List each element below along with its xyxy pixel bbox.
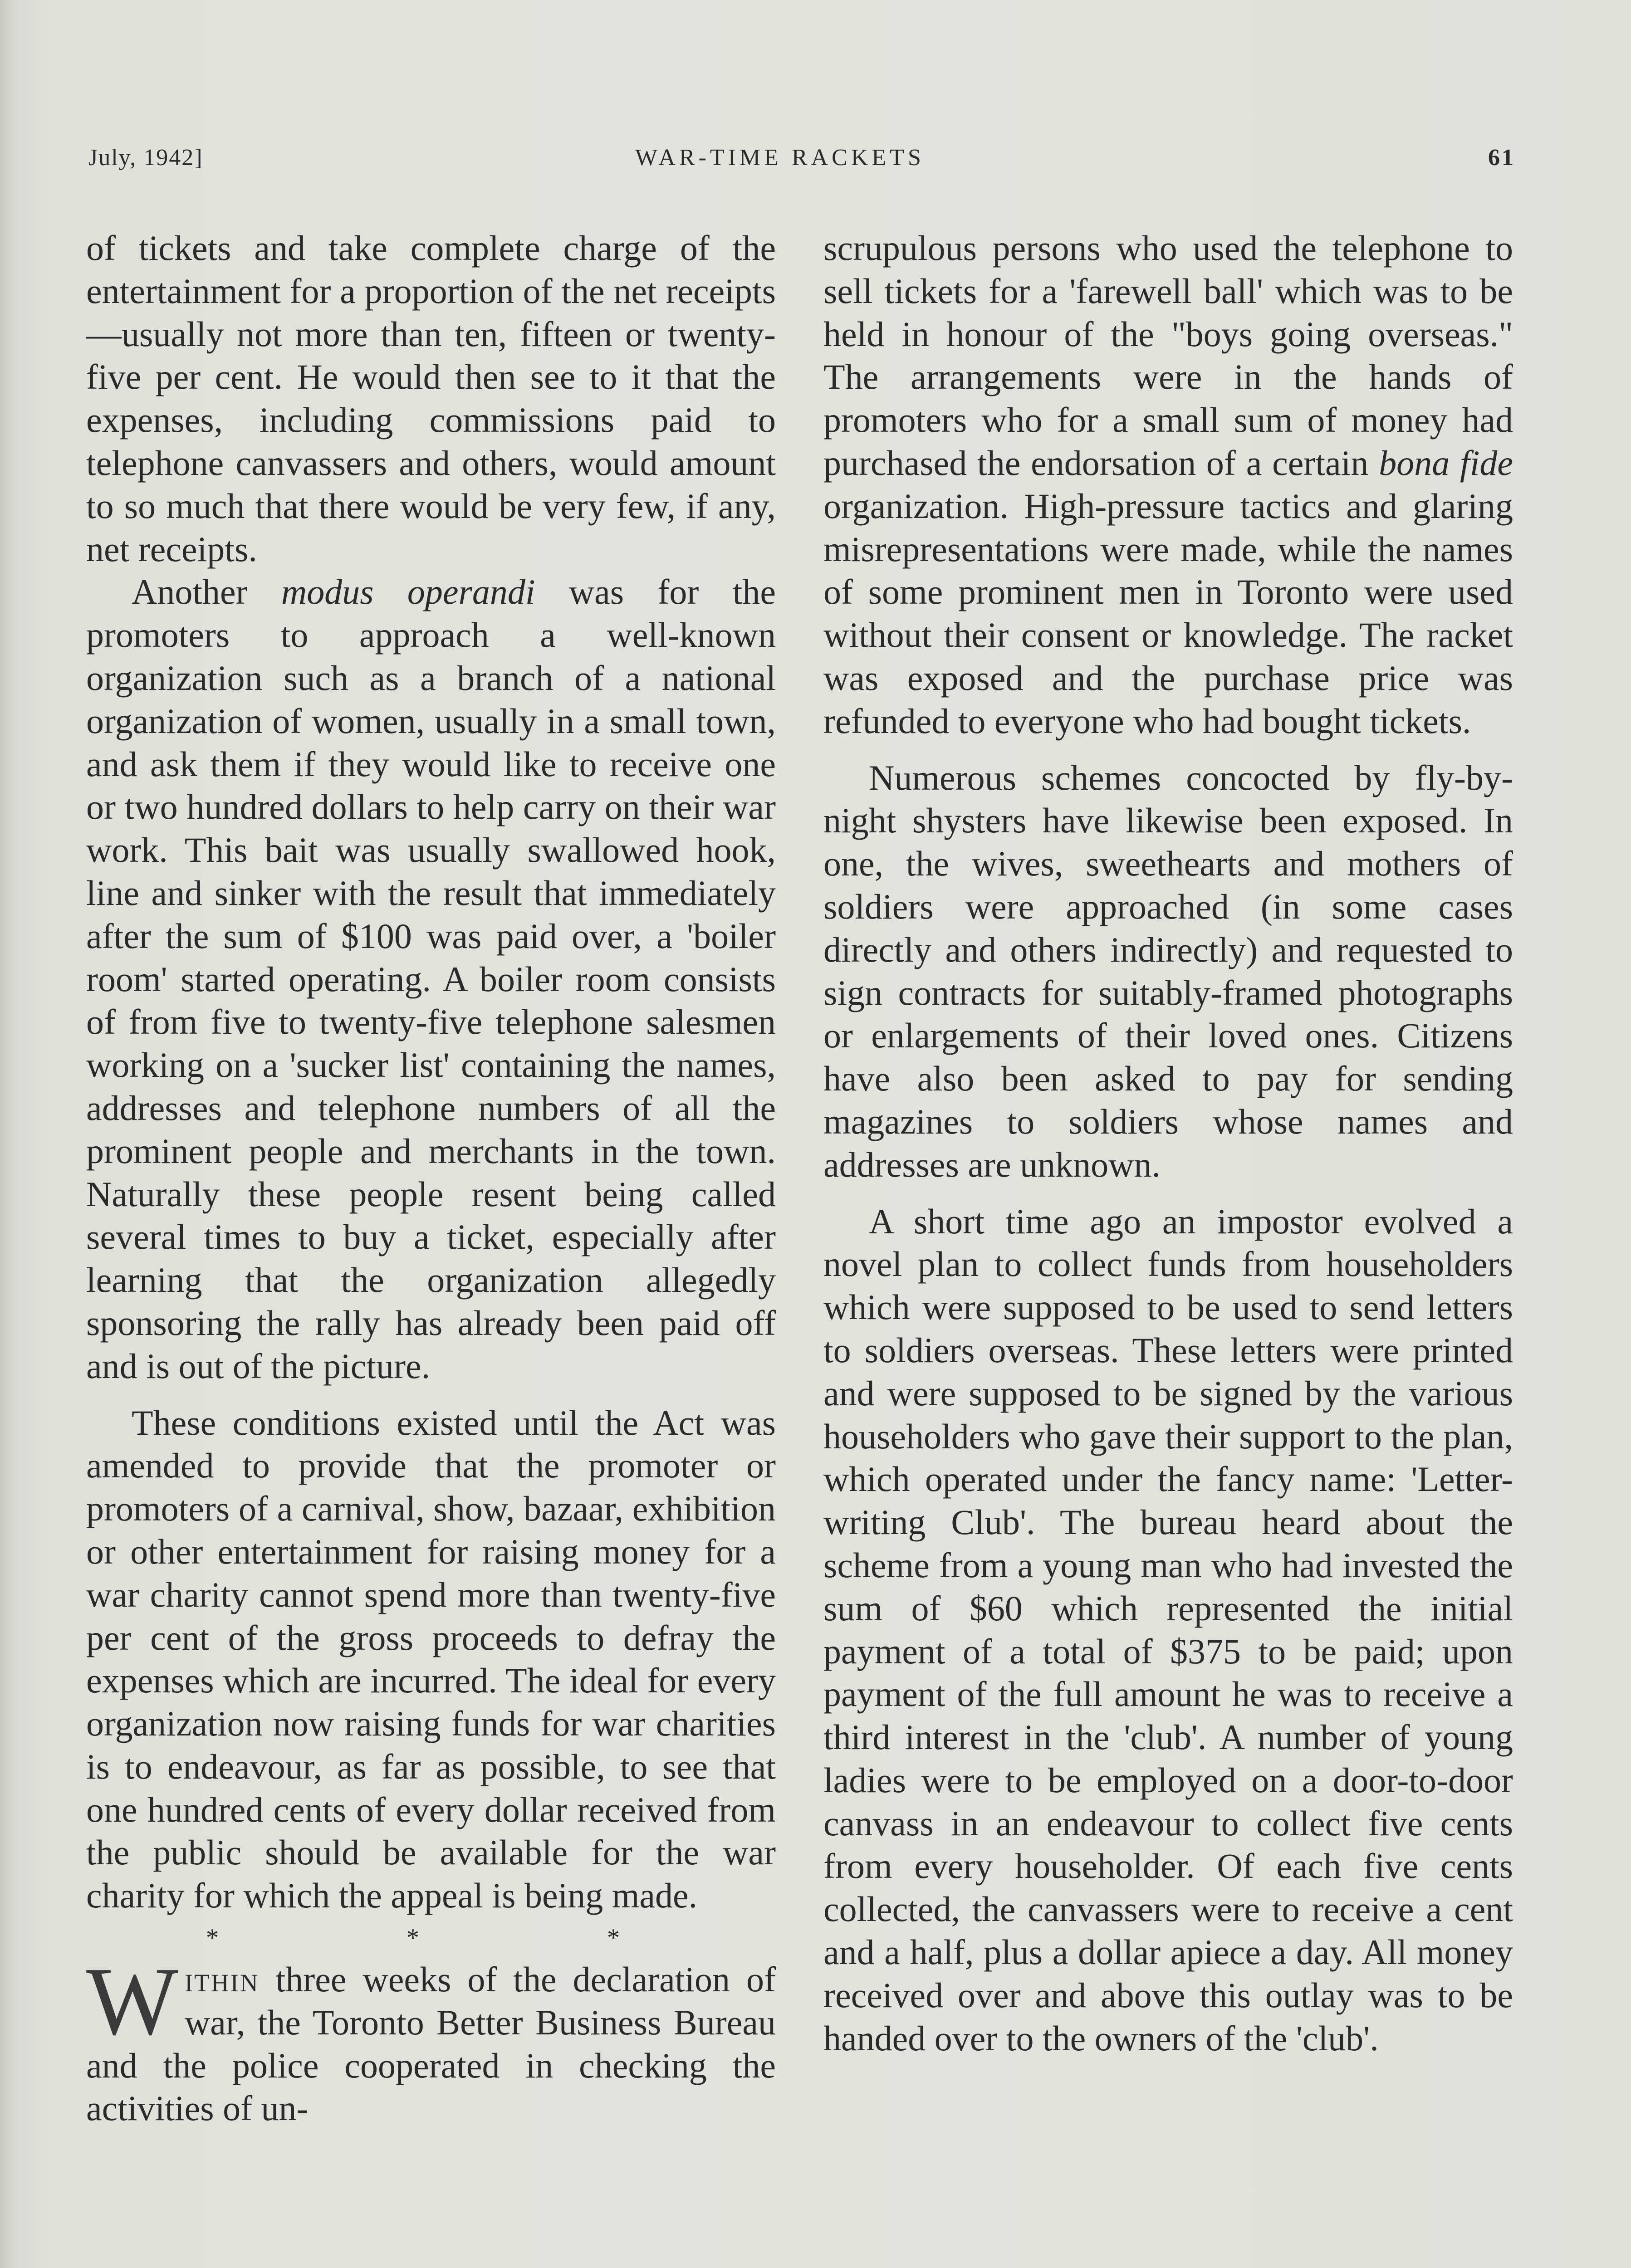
paragraph-with-dropcap: Within three weeks of the declaration of war, the Toronto Better Business Bureau and the police cooperated in checking the activities of un- [86,1947,776,2128]
issue-date: July, 1942] [88,145,203,171]
paragraph: These conditions existed until the Act was amended to provide that the promoter or promoters of a carnival, show, bazaar, exhibition or other entertainment for raising money for a war charity cannot spend more than twenty-five per cent of the gross proceeds to defray the expenses which are incurred. The ideal for every organization now raising funds for war charities is to endeavour, as far as possible, to see that one hundred cents of every dollar received from the public should be available for the war charity for which the appeal is being made. [86,1403,776,1916]
running-head [0,144,1631,181]
latin-phrase: bona fide [1379,443,1513,483]
paragraph: A short time ago an impostor evolved a novel plan to collect funds from householders which were supposed to be used to send letters to soldiers overseas. These letters were printed and were supposed to be signed by the various householders who gave their support to the plan, which operated under the fancy name: 'Letter-writing Club'. The bureau heard about the scheme from a young man who had invested the sum of $60 which represented the initial payment of a total of $375 to be paid; upon payment of the full amount he was to receive a third interest in the 'club'. A number of young ladies were to be employed on a door-to-door canvass in an endeavour to collect five cents from every householder. Of each five cents collected, the canvassers were to receive a cent and a half, plus a dollar apiece a day. All money received over and above this outlay was to be handed over to the owners of the 'club'. [823,1201,1513,2058]
paragraph: of tickets and take complete charge of the entertainment for a proportion of the net receipts—usually not more than ten, fifteen or twenty-five per cent. He would then see to it that the expenses, including commissions paid to telephone canvassers and others, would amount to so much that there would be very few, if any, net receipts. [86,228,776,569]
drop-cap: W [86,1947,178,2056]
left-column [86,227,776,2130]
section-separator: * * * [206,1924,710,1952]
paragraph: scrupulous persons who used the telephone to sell tickets for a 'farewell ball' which was to be held in honour of the "boys going overseas." The arrangements were in the hands of promoters who for a small sum of money had purchased the endorsation of a certain bona fide organization. High-pressure tactics and glaring misrepresentations were made, while the names of some prominent men in Toronto were used without their consent or knowledge. The racket was exposed and the purchase price was refunded to everyone who had bought tickets. [823,228,1513,741]
paragraph: Another modus operandi was for the promoters to approach a well-known organization such as a branch of a national organization of women, usually in a small town, and ask them if they would like to receive one or two hundred dollars to help carry on their war work. This bait was usually swallowed hook, line and sinker with the result that immediately after the sum of $100 was paid over, a 'boiler room' started operating. A boiler room consists of from five to twenty-five telephone salesmen working on a 'sucker list' containing the names, addresses and telephone numbers of all the prominent people and merchants in the town. Naturally these people resent being called several times to buy a ticket, especially after learning that the organization allegedly sponsoring the rally has already been paid off and is out of the picture. [86,572,776,1386]
right-column [823,227,1513,2060]
paragraph: Numerous schemes concocted by fly-by-night shysters have likewise been exposed. In one, the wives, sweethearts and mothers of soldiers were approached (in some cases directly and others indirectly) and requested to sign contracts for suitably-framed photographs or enlargements of their loved ones. Citizens have also been asked to pay for sending magazines to soldiers whose names and addresses are unknown. [823,758,1513,1184]
latin-phrase: modus operandi [281,572,535,612]
article-title: WAR-TIME RACKETS [635,145,925,171]
page-number: 61 [1488,145,1515,171]
